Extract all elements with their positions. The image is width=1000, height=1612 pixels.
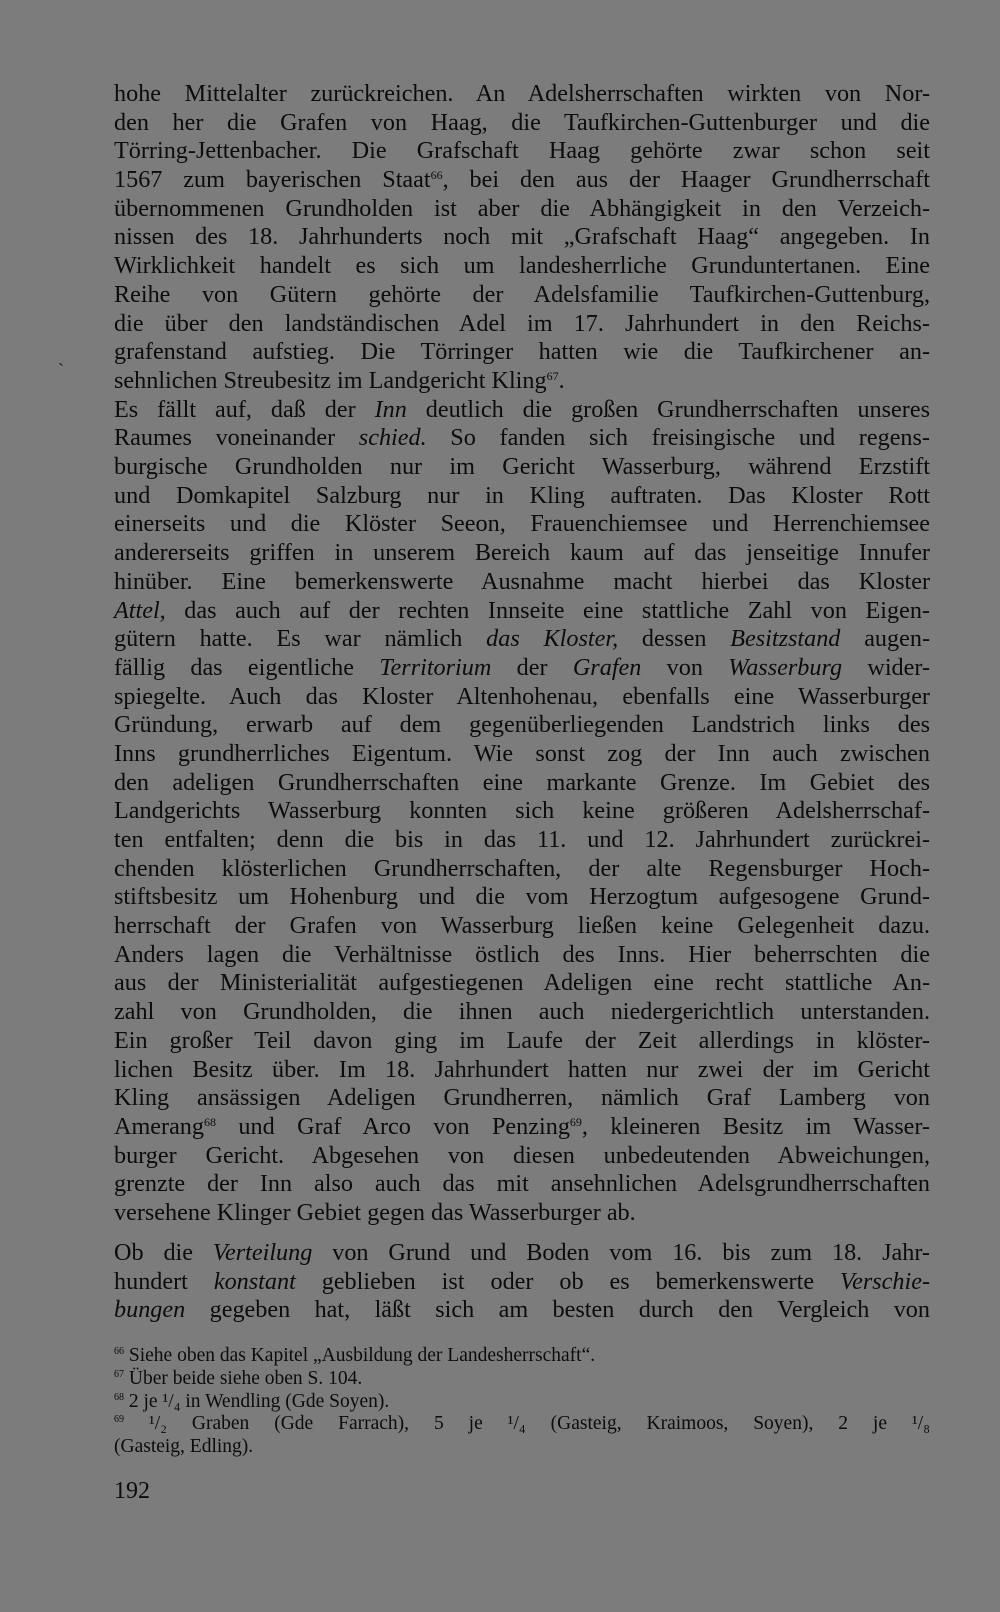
text-segment: gegeben hat, läßt sich am besten durch den Vergleich von (185, 1296, 930, 1324)
text-segment: von Grund und Boden vom 16. bis zum 18. Jahr- (312, 1239, 930, 1266)
text-segment: von (641, 653, 729, 681)
text-segment: , kleineren Besitz im Wasser- (581, 1112, 930, 1140)
text-line (114, 625, 930, 654)
text-line: hinüber. Eine bemerkenswerte Ausnahme macht hierbei das Kloster (114, 567, 930, 595)
text-line: grafenstand aufstieg. Die Törringer hatten wie die Taufkirchener an- (114, 338, 930, 366)
text-line: stiftsbesitz um Hohenburg und die vom Herzogtum aufgesogene Grund- (114, 883, 930, 911)
text-line: Ein großer Teil davon ging im Laufe der Zeit allerdings in klöster- (114, 1026, 930, 1054)
footnote-69 (114, 1413, 930, 1436)
footnote-68 (114, 1391, 930, 1414)
text-line: versehene Klinger Gebiet gegen das Wasserburger ab. (114, 1198, 636, 1226)
emphasis: Territorium (379, 653, 492, 681)
text-line: und Domkapitel Salzburg nur in Kling auftraten. Das Kloster Rott (114, 481, 930, 509)
text-line: Landgerichts Wasserburg konnten sich keine größeren Adelsherrschaf- (114, 797, 930, 825)
footnote-text: Siehe oben das Kapitel „Ausbildung der Landesherrschaft“. (124, 1345, 596, 1366)
margin-mark: ˎ (58, 346, 64, 366)
footnote-number: 69 (114, 1414, 124, 1426)
emphasis: Verschie- (840, 1267, 931, 1295)
text-line: den adeligen Grundherrschaften eine markante Grenze. Im Gebiet des (114, 768, 930, 796)
text-line: aus der Ministerialität aufgestiegenen Adeligen eine recht stattliche An- (114, 969, 930, 997)
text-line: herrschaft der Grafen von Wasserburg ließen keine Gelegenheit dazu. (114, 912, 930, 940)
text-segment: gütern hatte. Es war nämlich (114, 625, 487, 653)
footnote-ref: 66 (430, 168, 443, 183)
page-number: 192 (114, 1478, 150, 1504)
footnote-ref: 69 (569, 1114, 582, 1129)
emphasis: Grafen (572, 653, 642, 681)
text-line: Reihe von Gütern gehörte der Adelsfamilie Taufkirchen-Guttenburg, (114, 280, 930, 308)
text-line (114, 1113, 930, 1142)
text-line (114, 654, 930, 683)
text-line (114, 1239, 930, 1268)
text-line: ten entfalten; denn die bis in das 11. und 12. Jahrhundert zurückrei- (114, 826, 930, 853)
emphasis: schied. (358, 424, 427, 452)
text-line (114, 367, 930, 396)
text-line: den her die Grafen von Haag, die Taufkirchen-Guttenburger und die (114, 108, 930, 136)
text-line: burgische Grundholden nur im Gericht Wasserburg, während Erzstift (114, 453, 930, 481)
footnote-number: 67 (114, 1368, 124, 1380)
emphasis: Attel, (114, 596, 166, 624)
emphasis: das Kloster, (486, 625, 619, 653)
footnotes (114, 1345, 930, 1459)
text-segment: deutlich die großen Grundherrschaften unseres (406, 395, 930, 423)
paragraph-3 (114, 1239, 930, 1325)
text-line: Kling ansässigen Adeligen Grundherren, nämlich Graf Lamberg von (114, 1084, 930, 1112)
text-segment: Raumes voneinander (114, 424, 359, 452)
text-line: spiegelte. Auch das Kloster Altenhohenau, ebenfalls eine Wasserburger (114, 682, 930, 710)
text-line: lichen Besitz über. Im 18. Jahrhundert hatten nur zwei der im Gericht (114, 1055, 930, 1083)
footnote-text: ¹/₂ Graben (Gde Farrach), 5 je ¹/₄ (Gasteig, Kraimoos, Soyen), 2 je ¹/₈ (124, 1413, 930, 1435)
text-line: Anders lagen die Verhältnisse östlich des Inns. Hier beherrschten die (114, 940, 930, 968)
text-segment: . (558, 366, 565, 394)
text-segment: dessen (618, 625, 731, 653)
text-line: hohe Mittelalter zurückreichen. An Adelsherrschaften wirkten von Nor- (114, 80, 930, 107)
footnote-ref: 68 (204, 1114, 216, 1129)
text-line (114, 396, 930, 425)
footnote-66 (114, 1345, 930, 1368)
footnote-text: Über beide siehe oben S. 104. (124, 1367, 363, 1389)
text-line (114, 1268, 930, 1297)
text-line: andererseits griffen in unserem Bereich kaum auf das jenseitige Innufer (114, 539, 930, 567)
text-line: nissen des 18. Jahrhunderts noch mit „Grafschaft Haag“ angegeben. In (114, 223, 930, 251)
text-segment: augen- (840, 625, 931, 653)
text-segment: 1567 zum bayerischen Staat (114, 166, 431, 194)
text-segment: und Graf Arco von Penzing (216, 1112, 570, 1140)
text-line: übernommenen Grundholden ist aber die Abhängigkeit in den Verzeich- (114, 194, 930, 222)
text-line: zahl von Grundholden, die ihnen auch niedergerichtlich unterstanden. (114, 998, 930, 1026)
text-line: Törring-Jettenbacher. Die Grafschaft Haag gehörte zwar schon seit (114, 137, 930, 165)
text-segment: Amerang (114, 1112, 204, 1140)
text-line (114, 424, 930, 453)
text-segment: So fanden sich freisingische und regens- (426, 424, 930, 452)
text-line: chenden klösterlichen Grundherrschaften, der alte Regensburger Hoch- (114, 854, 930, 882)
text-line (114, 166, 930, 195)
text-line: Inns grundherrliches Eigentum. Wie sonst zog der Inn auch zwischen (114, 739, 930, 767)
text-line: Gründung, erwarb auf dem gegenüberliegenden Landstrich links des (114, 711, 930, 739)
text-segment: fällig das eigentliche (114, 653, 380, 681)
footnote-number: 68 (114, 1391, 124, 1403)
footnote-69-continued: (Gasteig, Edling). (114, 1436, 254, 1458)
text-segment: Ob die (114, 1239, 213, 1266)
footnote-text: 2 je ¹/₄ in Wendling (Gde Soyen). (124, 1390, 390, 1412)
emphasis: Besitzstand (730, 625, 841, 653)
footnote-number: 66 (114, 1346, 124, 1357)
footnote-67 (114, 1368, 930, 1391)
text-line: burger Gericht. Abgesehen von diesen unbedeutenden Abweichungen, (114, 1141, 930, 1169)
emphasis: Inn (374, 395, 407, 423)
emphasis: konstant (213, 1267, 296, 1295)
text-line: grenzte der Inn also auch das mit ansehnlichen Adelsgrundherrschaften (114, 1170, 930, 1198)
text-segment: das auch auf der rechten Innseite eine stattliche Zahl von Eigen- (165, 596, 930, 624)
emphasis: Wasserburg (728, 653, 843, 681)
text-segment: geblieben ist oder ob es bemerkenswerte (295, 1267, 841, 1295)
text-line: die über den landständischen Adel im 17. Jahrhundert in den Reichs- (114, 309, 930, 337)
text-line (114, 597, 930, 626)
text-line: einerseits und die Klöster Seeon, Frauenchiemsee und Herrenchiemsee (114, 510, 930, 538)
text-segment: sehnlichen Streubesitz im Landgericht Kling (114, 366, 547, 394)
emphasis: bungen (114, 1296, 186, 1324)
text-segment: wider- (842, 653, 931, 681)
paragraph-1 (114, 80, 930, 396)
text-segment: Es fällt auf, daß der (114, 395, 375, 423)
text-line: Wirklichkeit handelt es sich um landesherrliche Grunduntertanen. Eine (114, 252, 930, 280)
emphasis: Verteilung (212, 1239, 313, 1266)
footnote-ref: 67 (546, 368, 559, 383)
text-line (114, 1296, 930, 1325)
text-segment: hundert (114, 1267, 214, 1295)
text-segment: , bei den aus der Haager Grundherrschaft (442, 166, 930, 194)
paragraph-2 (114, 396, 930, 1228)
text-segment: der (491, 653, 573, 681)
